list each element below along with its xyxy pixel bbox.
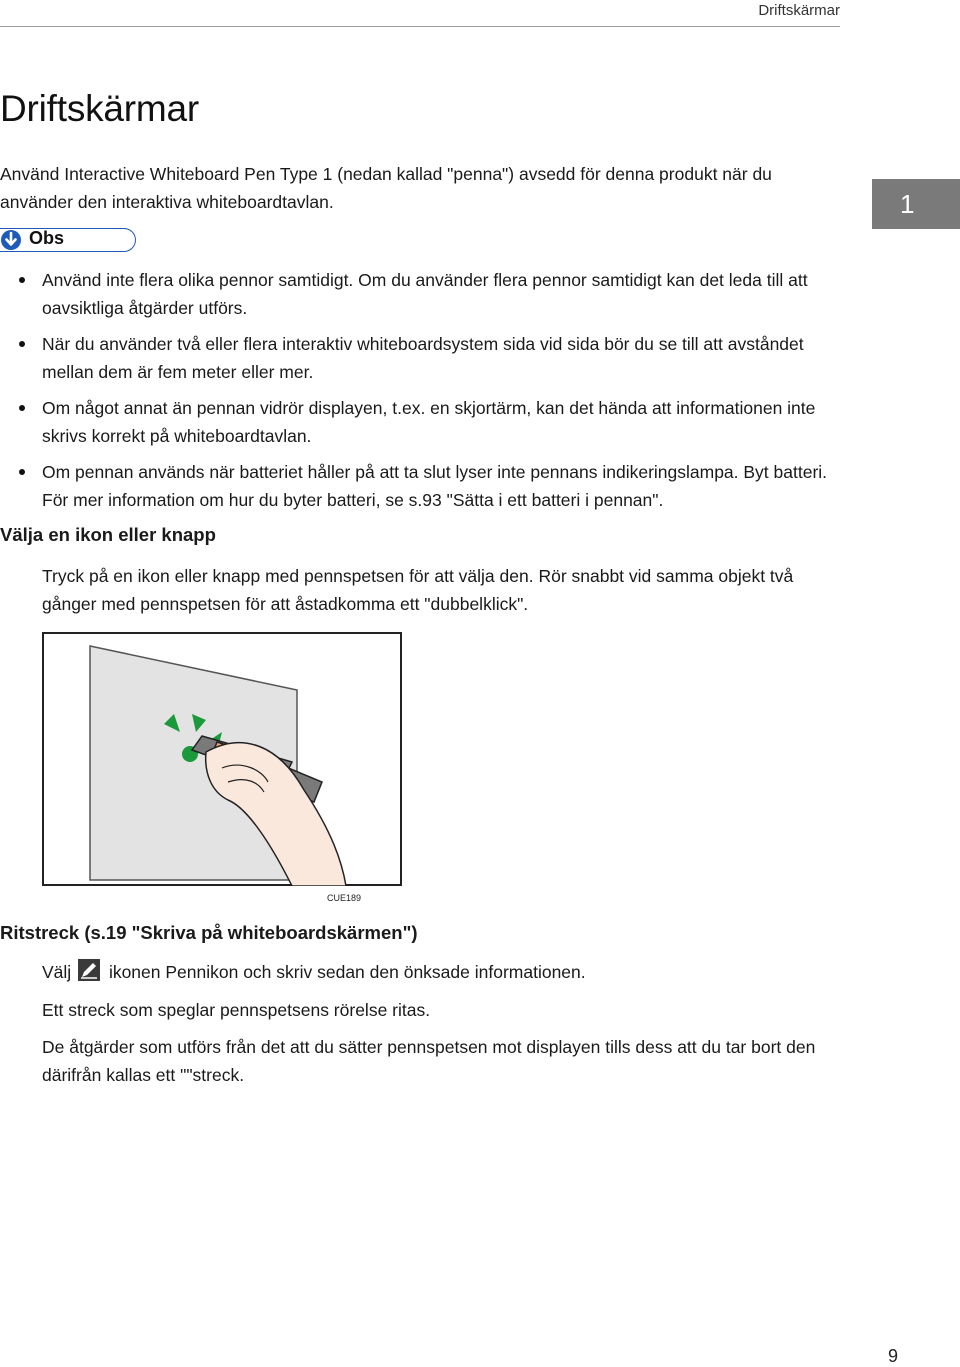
bullet <box>19 405 25 411</box>
obs-item: När du använder två eller flera interaktiv whiteboardsystem sida vid sida bör du se till att avståndet mellan dem är fem meter eller mer. <box>0 330 850 386</box>
header-rule <box>0 26 840 27</box>
section-heading-stroke: Ritstreck (s.19 "Skriva på whiteboardskärmen") <box>0 922 418 943</box>
obs-item: Använd inte flera olika pennor samtidigt. Om du använder flera pennor samtidigt kan det leda till att oavsiktliga åtgärder utförs. <box>0 266 850 322</box>
obs-badge <box>0 228 136 252</box>
pen-icon <box>78 959 100 981</box>
figure-code: CUE189 <box>327 893 362 903</box>
bullet <box>19 341 25 347</box>
section-heading-select: Välja en ikon eller knapp <box>0 524 216 545</box>
stroke-line-3: De åtgärder som utförs från det att du sätter pennspetsen mot displayen tills dess att du tar bort den därifrån kallas ett ""streck. <box>42 1037 816 1085</box>
obs-label: Obs <box>29 228 65 248</box>
stroke-line-2: Ett streck som speglar pennspetsens rörelse ritas. <box>42 1000 431 1020</box>
bullet <box>19 469 25 475</box>
pen-illustration <box>42 632 402 904</box>
pen-touch-drawing <box>42 632 402 886</box>
intro-paragraph: Använd Interactive Whiteboard Pen Type 1 (nedan kallad "penna") avsedd för denna produkt när du använder den interaktiva whiteboardtavlan. <box>0 164 772 212</box>
page-number: 9 <box>887 1346 898 1366</box>
stroke-line-1: Välj ikonen Pennikon och skriv sedan den önksade informationen. <box>42 958 842 986</box>
obs-item: Om något annat än pennan vidrör displayen, t.ex. en skjortärm, kan det hända att informationen inte skrivs korrekt på whiteboardtavlan. <box>0 394 850 450</box>
obs-item: Om pennan används när batteriet håller på att ta slut lyser inte pennans indikeringslampa. Byt batteri. För mer information om hur du byter batteri, se s.93 "Sätta i ett batteri i pennan". <box>0 458 850 514</box>
select-paragraph: Tryck på en ikon eller knapp med pennspetsen för att välja den. Rör snabbt vid samma objekt två gånger med pennspetsen för att åstadkomma ett "dubbelklick". <box>42 566 794 614</box>
chapter-tab: 1 <box>872 179 960 229</box>
page-title: Driftskärmar <box>0 88 200 129</box>
bullet <box>19 277 25 283</box>
running-header: Driftskärmar <box>758 2 840 19</box>
obs-list <box>0 266 850 522</box>
obs-arrow-icon <box>0 229 24 251</box>
